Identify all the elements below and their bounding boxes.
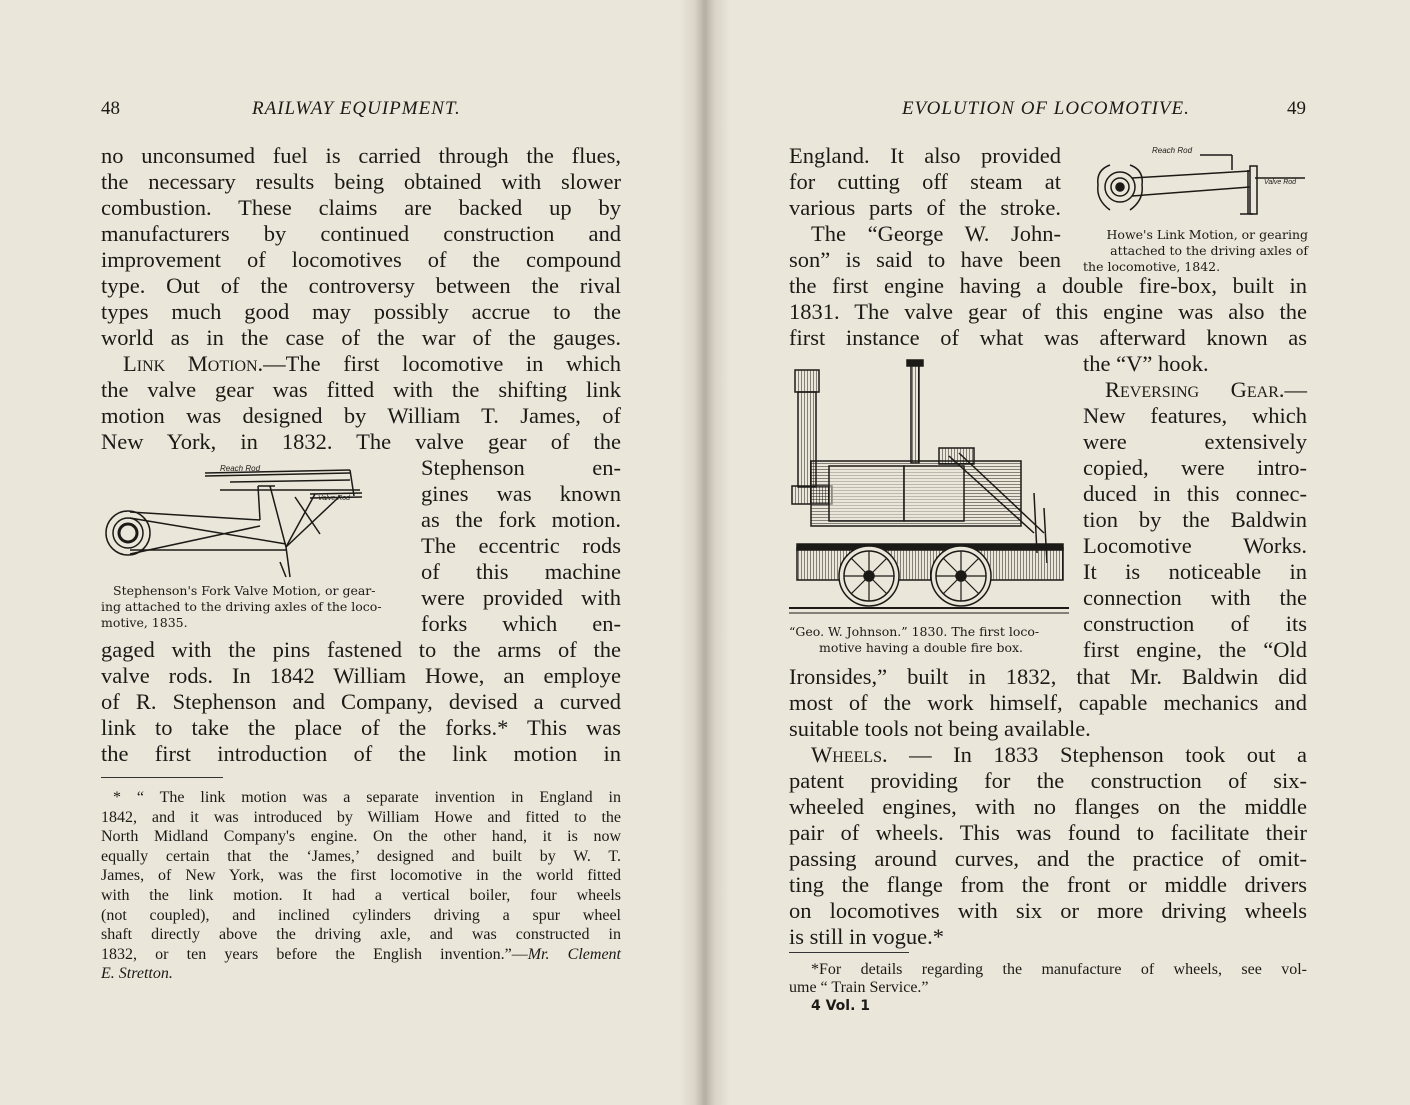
running-head-left: RAILWAY EQUIPMENT. (252, 98, 461, 119)
caption-line: Howe's Link Motion, or gearing (1106, 227, 1308, 242)
text-line: the “V” hook. (1083, 351, 1209, 376)
right-text-beside-top-figure (789, 143, 1061, 273)
text-line: tion by the Baldwin (1083, 507, 1307, 532)
footnote-line: with the link motion. It had a vertical boiler, four wheels (101, 886, 621, 904)
caption-line: “Geo. W. Johnson.” 1830. The first loco- (789, 624, 1040, 639)
text-line: New features, which (1083, 403, 1307, 428)
footnote-rule (789, 952, 909, 953)
text-line: It is noticeable in (1083, 559, 1307, 584)
figure-label-valve-rod: Valve Rod (318, 495, 351, 502)
text-line: ting the flange from the front or middle drivers (789, 872, 1307, 897)
footnote-line: 1842, and it was introduced by William Howe and fitted to the (101, 808, 621, 826)
section-heading-wheels: Wheels. (811, 742, 888, 767)
text-line: Stephenson en- (421, 455, 621, 480)
footnote-line: North Midland Company's engine. On the other hand, it is now (101, 828, 621, 846)
text-line: construction of its (1083, 611, 1307, 636)
text-line (1083, 377, 1307, 403)
text-line: forks which en- (421, 611, 621, 636)
fork-valve-motion-figure (100, 462, 410, 582)
text-line: The eccentric rods (421, 533, 621, 558)
right-paragraph-bottom (789, 664, 1307, 950)
caption-line: motive, 1835. (101, 615, 188, 630)
text-line (789, 742, 1307, 768)
text-line: the valve gear was fitted with the shifting link (101, 377, 621, 402)
text-run: — (1284, 377, 1307, 402)
text-line: England. It also provided (789, 143, 1061, 168)
text-line: the necessary results being obtained with slower (101, 169, 621, 194)
footnote-line: James, of New York, was the first locomotive in the world fitted (101, 867, 621, 885)
section-heading-reversing-gear: Reversing Gear. (1105, 377, 1285, 402)
caption-line: motive having a double fire box. (819, 640, 1024, 655)
footnote-text: 1832, or ten years before the English invention.”— (101, 945, 528, 963)
text-line: The “George W. John- (811, 221, 1061, 246)
caption-line: the locomotive, 1842. (1083, 259, 1221, 274)
section-heading-link-motion: Link Motion. (123, 351, 264, 376)
text-run: —The first locomotive in which (263, 351, 621, 376)
text-line: Ironsides,” built in 1832, that Mr. Baldwin did (789, 664, 1307, 689)
footnote-line: ume “ Train Service.” (789, 979, 929, 996)
right-footnote (789, 961, 1307, 997)
text-line: suitable tools not being available. (789, 716, 1091, 741)
text-line: first engine, the “Old (1083, 637, 1307, 662)
footnote-rule (101, 777, 223, 778)
footnote-line: equally certain that the ‘James,’ designed and built by W. T. (101, 847, 621, 865)
text-line: son” is said to have been (789, 247, 1061, 272)
footnote-line (101, 964, 621, 984)
text-line: were provided with (421, 585, 621, 610)
printer-signature: 4 Vol. 1 (811, 998, 871, 1014)
text-line: types much good may possibly accrue to the (101, 299, 621, 324)
page-number-right: 49 (1287, 98, 1306, 119)
footnote-author: E. Stretton. (101, 965, 173, 983)
text-line: link to take the place of the forks.* This was (101, 715, 621, 740)
text-line: passing around curves, and the practice of omit- (789, 846, 1307, 871)
text-line: various parts of the stroke. (789, 195, 1061, 220)
left-paragraph-bottom (101, 637, 621, 767)
text-line: duced in this connec- (1083, 481, 1307, 506)
figure-label-reach-rod: Reach Rod (220, 464, 261, 473)
text-line: Locomotive Works. (1083, 533, 1307, 558)
running-head-right: EVOLUTION OF LOCOMOTIVE. (902, 98, 1190, 119)
text-line (101, 351, 621, 377)
right-paragraph-mid (789, 273, 1307, 351)
text-line: combustion. These claims are backed up by (101, 195, 621, 220)
text-line: world as in the case of the war of the gauges. (101, 325, 621, 350)
figure-label-valve-rod: Valve Rod (1264, 179, 1297, 186)
text-line: 1831. The valve gear of this engine was also the (789, 299, 1307, 324)
footnote-line: *For details regarding the manufacture of wheels, see vol- (811, 961, 1307, 978)
figure-label-reach-rod: Reach Rod (1152, 146, 1193, 155)
text-line: the first engine having a double fire-box, built in (789, 273, 1307, 298)
text-line: New York, in 1832. The valve gear of the (101, 429, 621, 454)
text-line: first instance of what was afterward known as (789, 325, 1307, 350)
text-line: were extensively (1083, 429, 1307, 454)
text-line: the first introduction of the link motion in (101, 741, 621, 766)
text-line: wheeled engines, with no flanges on the middle (789, 794, 1307, 819)
left-text-beside-figure (421, 455, 621, 637)
left-footnote (101, 788, 621, 984)
text-line: pair of wheels. This was found to facilitate their (789, 820, 1307, 845)
caption-line: attached to the driving axles of (1110, 243, 1308, 258)
howe-link-motion-figure (1090, 140, 1312, 222)
text-line: for cutting off steam at (789, 169, 1061, 194)
footnote-line (101, 945, 621, 965)
text-run: — In 1833 Stephenson took out a (887, 742, 1307, 767)
text-line: gines was known (421, 481, 621, 506)
text-line: patent providing for the construction of six- (789, 768, 1307, 793)
footnote-author: Mr. Clement (527, 945, 621, 963)
fork-motion-caption (101, 583, 406, 631)
left-paragraph-top (101, 143, 621, 455)
text-line: motion was designed by William T. James, of (101, 403, 621, 428)
locomotive-caption (789, 624, 1077, 656)
text-line: of R. Stephenson and Company, devised a curved (101, 689, 621, 714)
text-line: most of the work himself, capable mechanics and (789, 690, 1307, 715)
text-line: copied, were intro- (1083, 455, 1307, 480)
text-line: manufacturers by continued construction and (101, 221, 621, 246)
text-line: on locomotives with six or more driving wheels (789, 898, 1307, 923)
text-line: as the fork motion. (421, 507, 621, 532)
text-line: gaged with the pins fastened to the arms of the (101, 637, 621, 662)
text-line: of this machine (421, 559, 621, 584)
right-text-beside-locomotive (1083, 351, 1307, 663)
page-number-left: 48 (101, 98, 120, 119)
caption-line: Stephenson's Fork Valve Motion, or gear- (113, 583, 376, 598)
text-line: is still in vogue.* (789, 924, 945, 949)
george-johnson-locomotive-figure (789, 358, 1069, 618)
text-line: valve rods. In 1842 William Howe, an employe (101, 663, 621, 688)
right-page (705, 0, 1410, 1105)
text-line: no unconsumed fuel is carried through the flues, (101, 143, 621, 168)
footnote-line: (not coupled), and inclined cylinders driving a spur wheel (101, 906, 621, 924)
howe-motion-caption (1083, 227, 1308, 275)
text-line: connection with the (1083, 585, 1307, 610)
footnote-line: shaft directly above the driving axle, and was constructed in (101, 926, 621, 944)
text-line: improvement of locomotives of the compound (101, 247, 621, 272)
text-line: type. Out of the controversy between the rival (101, 273, 621, 298)
footnote-line: * “ The link motion was a separate invention in England in (113, 789, 621, 806)
caption-line: ing attached to the driving axles of the loco- (101, 599, 382, 614)
